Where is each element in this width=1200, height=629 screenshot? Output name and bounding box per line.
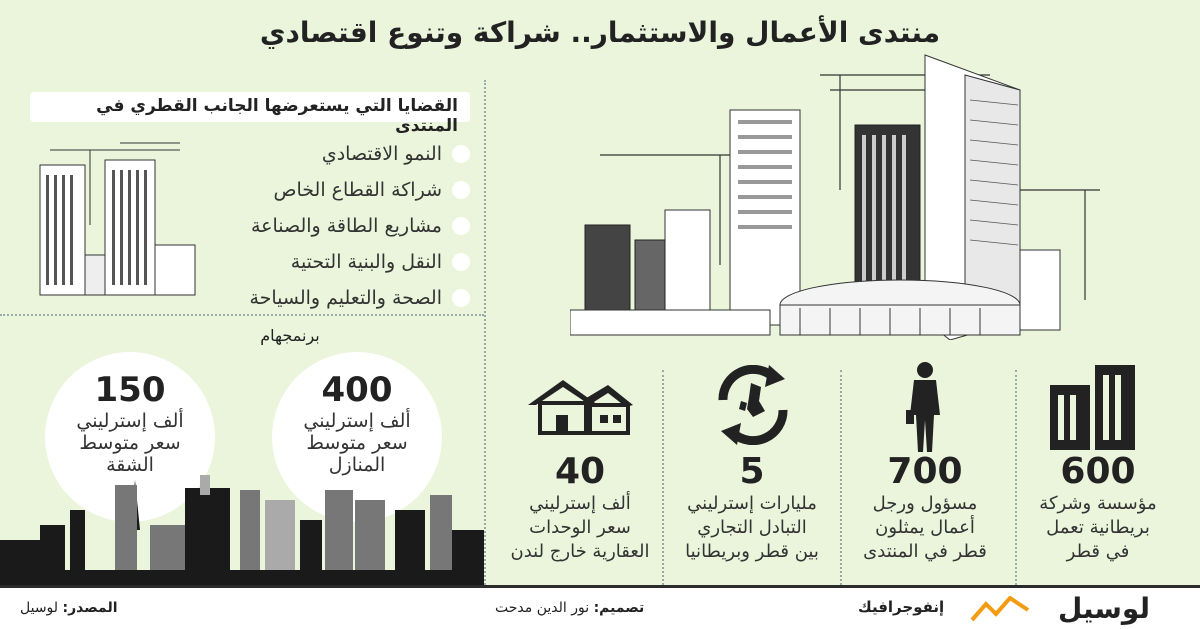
apartment-price-circle: 150 ألف إسترليني سعر متوسط الشقة xyxy=(45,352,215,522)
list-item: النمو الاقتصادي xyxy=(210,136,470,172)
list-item: الصحة والتعليم والسياحة xyxy=(210,280,470,316)
infographic-label: إنفوجرافيك xyxy=(858,598,945,616)
list-item: مشاريع الطاقة والصناعة xyxy=(210,208,470,244)
stat-companies: 600 مؤسسة وشركة بريطانية تعمل في قطر xyxy=(1039,451,1157,562)
stat-trade: 5 مليارات إسترليني التبادل التجاري بين قطر وبريطانيا xyxy=(685,451,819,562)
design-credit: تصميم: نور الدين مدحت xyxy=(495,600,645,616)
issues-heading: القضايا التي يستعرضها الجانب القطري في المنتدى xyxy=(30,92,470,122)
stat-divider xyxy=(1015,370,1017,585)
houses-price-circle: 400 ألف إسترليني سعر متوسط المنازل xyxy=(272,352,442,522)
london-skyline-illustration xyxy=(0,470,484,585)
bullet-icon xyxy=(452,181,470,199)
bullet-icon xyxy=(452,289,470,307)
stat-officials: 700 مسؤول ورجل أعمال يمثلون قطر في المنتدى xyxy=(863,451,987,562)
vertical-divider xyxy=(484,80,486,585)
stat-real-estate: 40 ألف إسترليني سعر الوحدات العقارية خارج لندن xyxy=(510,451,650,562)
small-towers-illustration xyxy=(30,135,200,300)
issues-list xyxy=(210,136,470,316)
brand-zigzag-icon xyxy=(970,596,1030,622)
buildings-icon xyxy=(1050,365,1140,450)
bullet-icon xyxy=(452,145,470,163)
stat-divider xyxy=(662,370,664,585)
brand-logo: لوسيل xyxy=(1057,592,1150,625)
house-icon xyxy=(528,375,633,435)
list-item: النقل والبنية التحتية xyxy=(210,244,470,280)
bullet-icon xyxy=(452,253,470,271)
program-label: برنمجهام xyxy=(260,326,320,345)
city-buildings-illustration xyxy=(570,50,1110,340)
page-title: منتدى الأعمال والاستثمار.. شراكة وتنوع اقتصادي xyxy=(259,16,941,49)
source-credit: المصدر: لوسيل xyxy=(20,600,118,616)
recycle-uk-map-icon xyxy=(703,365,803,445)
list-item: شراكة القطاع الخاص xyxy=(210,172,470,208)
stat-divider xyxy=(840,370,842,585)
businessman-icon xyxy=(900,360,950,455)
footer xyxy=(0,585,1200,629)
bullet-icon xyxy=(452,217,470,235)
